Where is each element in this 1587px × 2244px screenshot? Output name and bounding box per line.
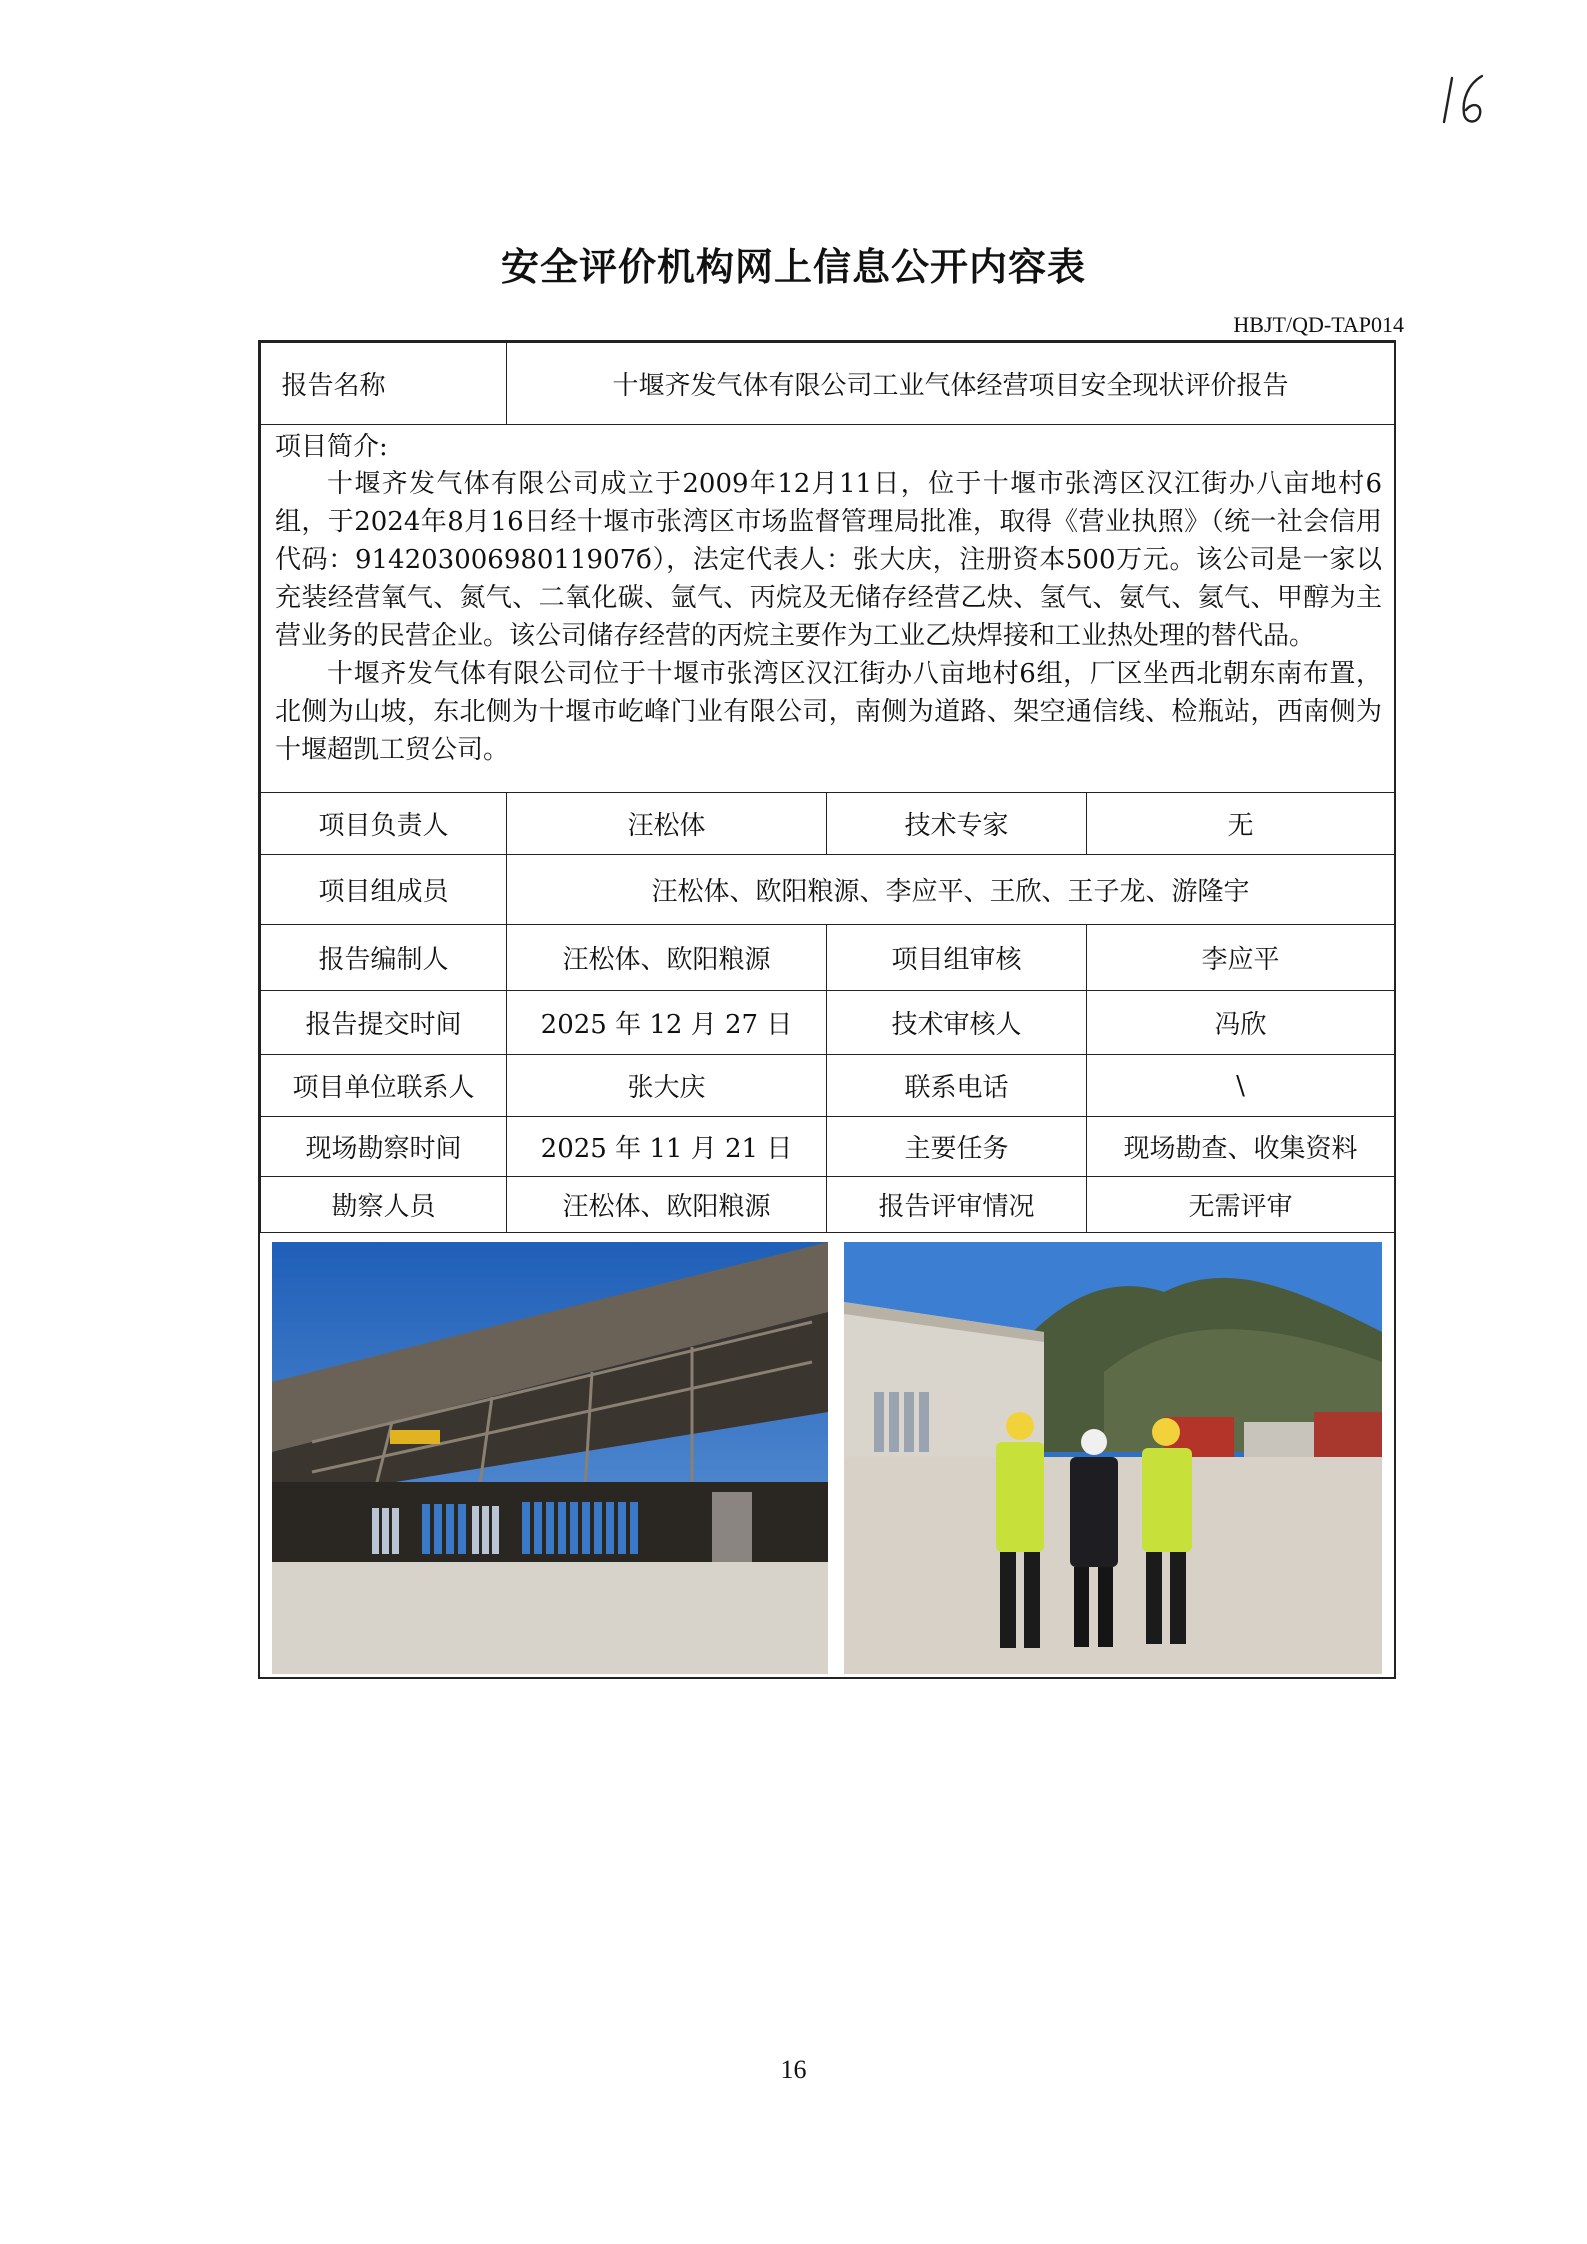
handwritten-page-number	[1438, 70, 1498, 130]
review-label: 报告评审情况	[827, 1177, 1087, 1233]
contact-value: 张大庆	[507, 1055, 827, 1117]
submit-time-value: 2025 年 12 月 27 日	[507, 991, 827, 1055]
author-value: 汪松体、欧阳粮源	[507, 925, 827, 991]
submit-time-label: 报告提交时间	[261, 991, 507, 1055]
document-title: 安全评价机构网上信息公开内容表	[500, 245, 1086, 289]
survey-time-label: 现场勘察时间	[261, 1117, 507, 1177]
table-row	[261, 925, 1395, 991]
phone-value: \	[1087, 1055, 1395, 1117]
table-row	[261, 793, 1395, 855]
intro-paragraph-1: 十堰齐发气体有限公司成立于2009年12月11日，位于十堰市张湾区汉江街办八亩地村6组，于2024年8月16日经十堰市张湾区市场监督管理局批准，取得《营业执照》（统一社会信用代码：91420300698011907б），法定代表人：张大庆，注册资本500万元。该公司是一家以充装经营氧气、氮气、二氧化碳、氩气、丙烷及无储存经营乙炔、氢气、氨气、氦气、甲醇为主营业务的民营企业。该公司储存经营的丙烷主要作为工业乙炔焊接和工业热处理的替代品。	[275, 469, 1382, 651]
table-row	[261, 1055, 1395, 1117]
photo-survey-team	[844, 1242, 1382, 1674]
author-label: 报告编制人	[261, 925, 507, 991]
survey-time-value: 2025 年 11 月 21 日	[507, 1117, 827, 1177]
form-code: HBJT/QD-TAP014	[1233, 312, 1404, 337]
leader-label: 项目负责人	[261, 793, 507, 855]
site-photos	[272, 1242, 1382, 1674]
leader-value: 汪松体	[507, 793, 827, 855]
expert-label: 技术专家	[827, 793, 1087, 855]
tech-review-label: 技术审核人	[827, 991, 1087, 1055]
surveyor-label: 勘察人员	[261, 1177, 507, 1233]
intro-heading: 项目简介:	[275, 432, 388, 462]
task-value: 现场勘查、收集资料	[1087, 1117, 1395, 1177]
table-row	[261, 1177, 1395, 1233]
expert-value: 无	[1087, 793, 1395, 855]
report-name-label: 报告名称	[261, 343, 507, 425]
project-intro	[261, 425, 1395, 793]
task-label: 主要任务	[827, 1117, 1087, 1177]
report-name-value: 十堰齐发气体有限公司工业气体经营项目安全现状评价报告	[507, 343, 1395, 425]
contact-label: 项目单位联系人	[261, 1055, 507, 1117]
group-review-value: 李应平	[1087, 925, 1395, 991]
table-row	[261, 991, 1395, 1055]
info-table-frame	[258, 340, 1396, 1679]
group-review-label: 项目组审核	[827, 925, 1087, 991]
table-row	[261, 343, 1395, 425]
table-row	[261, 1117, 1395, 1177]
phone-label: 联系电话	[827, 1055, 1087, 1117]
members-label: 项目组成员	[261, 855, 507, 925]
surveyor-value: 汪松体、欧阳粮源	[507, 1177, 827, 1233]
page-number: 16	[780, 2055, 807, 2084]
info-table	[260, 342, 1395, 1233]
table-row	[261, 425, 1395, 793]
tech-review-value: 冯欣	[1087, 991, 1395, 1055]
photo-storage-shed	[272, 1242, 828, 1674]
intro-paragraph-2: 十堰齐发气体有限公司位于十堰市张湾区汉江街办八亩地村6组，厂区坐西北朝东南布置，北侧为山坡，东北侧为十堰市屹峰门业有限公司，南侧为道路、架空通信线、检瓶站，西南侧为十堰超凯工贸公司。	[275, 659, 1382, 765]
review-value: 无需评审	[1087, 1177, 1395, 1233]
table-row	[261, 855, 1395, 925]
members-value: 汪松体、欧阳粮源、李应平、王欣、王子龙、游隆宇	[507, 855, 1395, 925]
